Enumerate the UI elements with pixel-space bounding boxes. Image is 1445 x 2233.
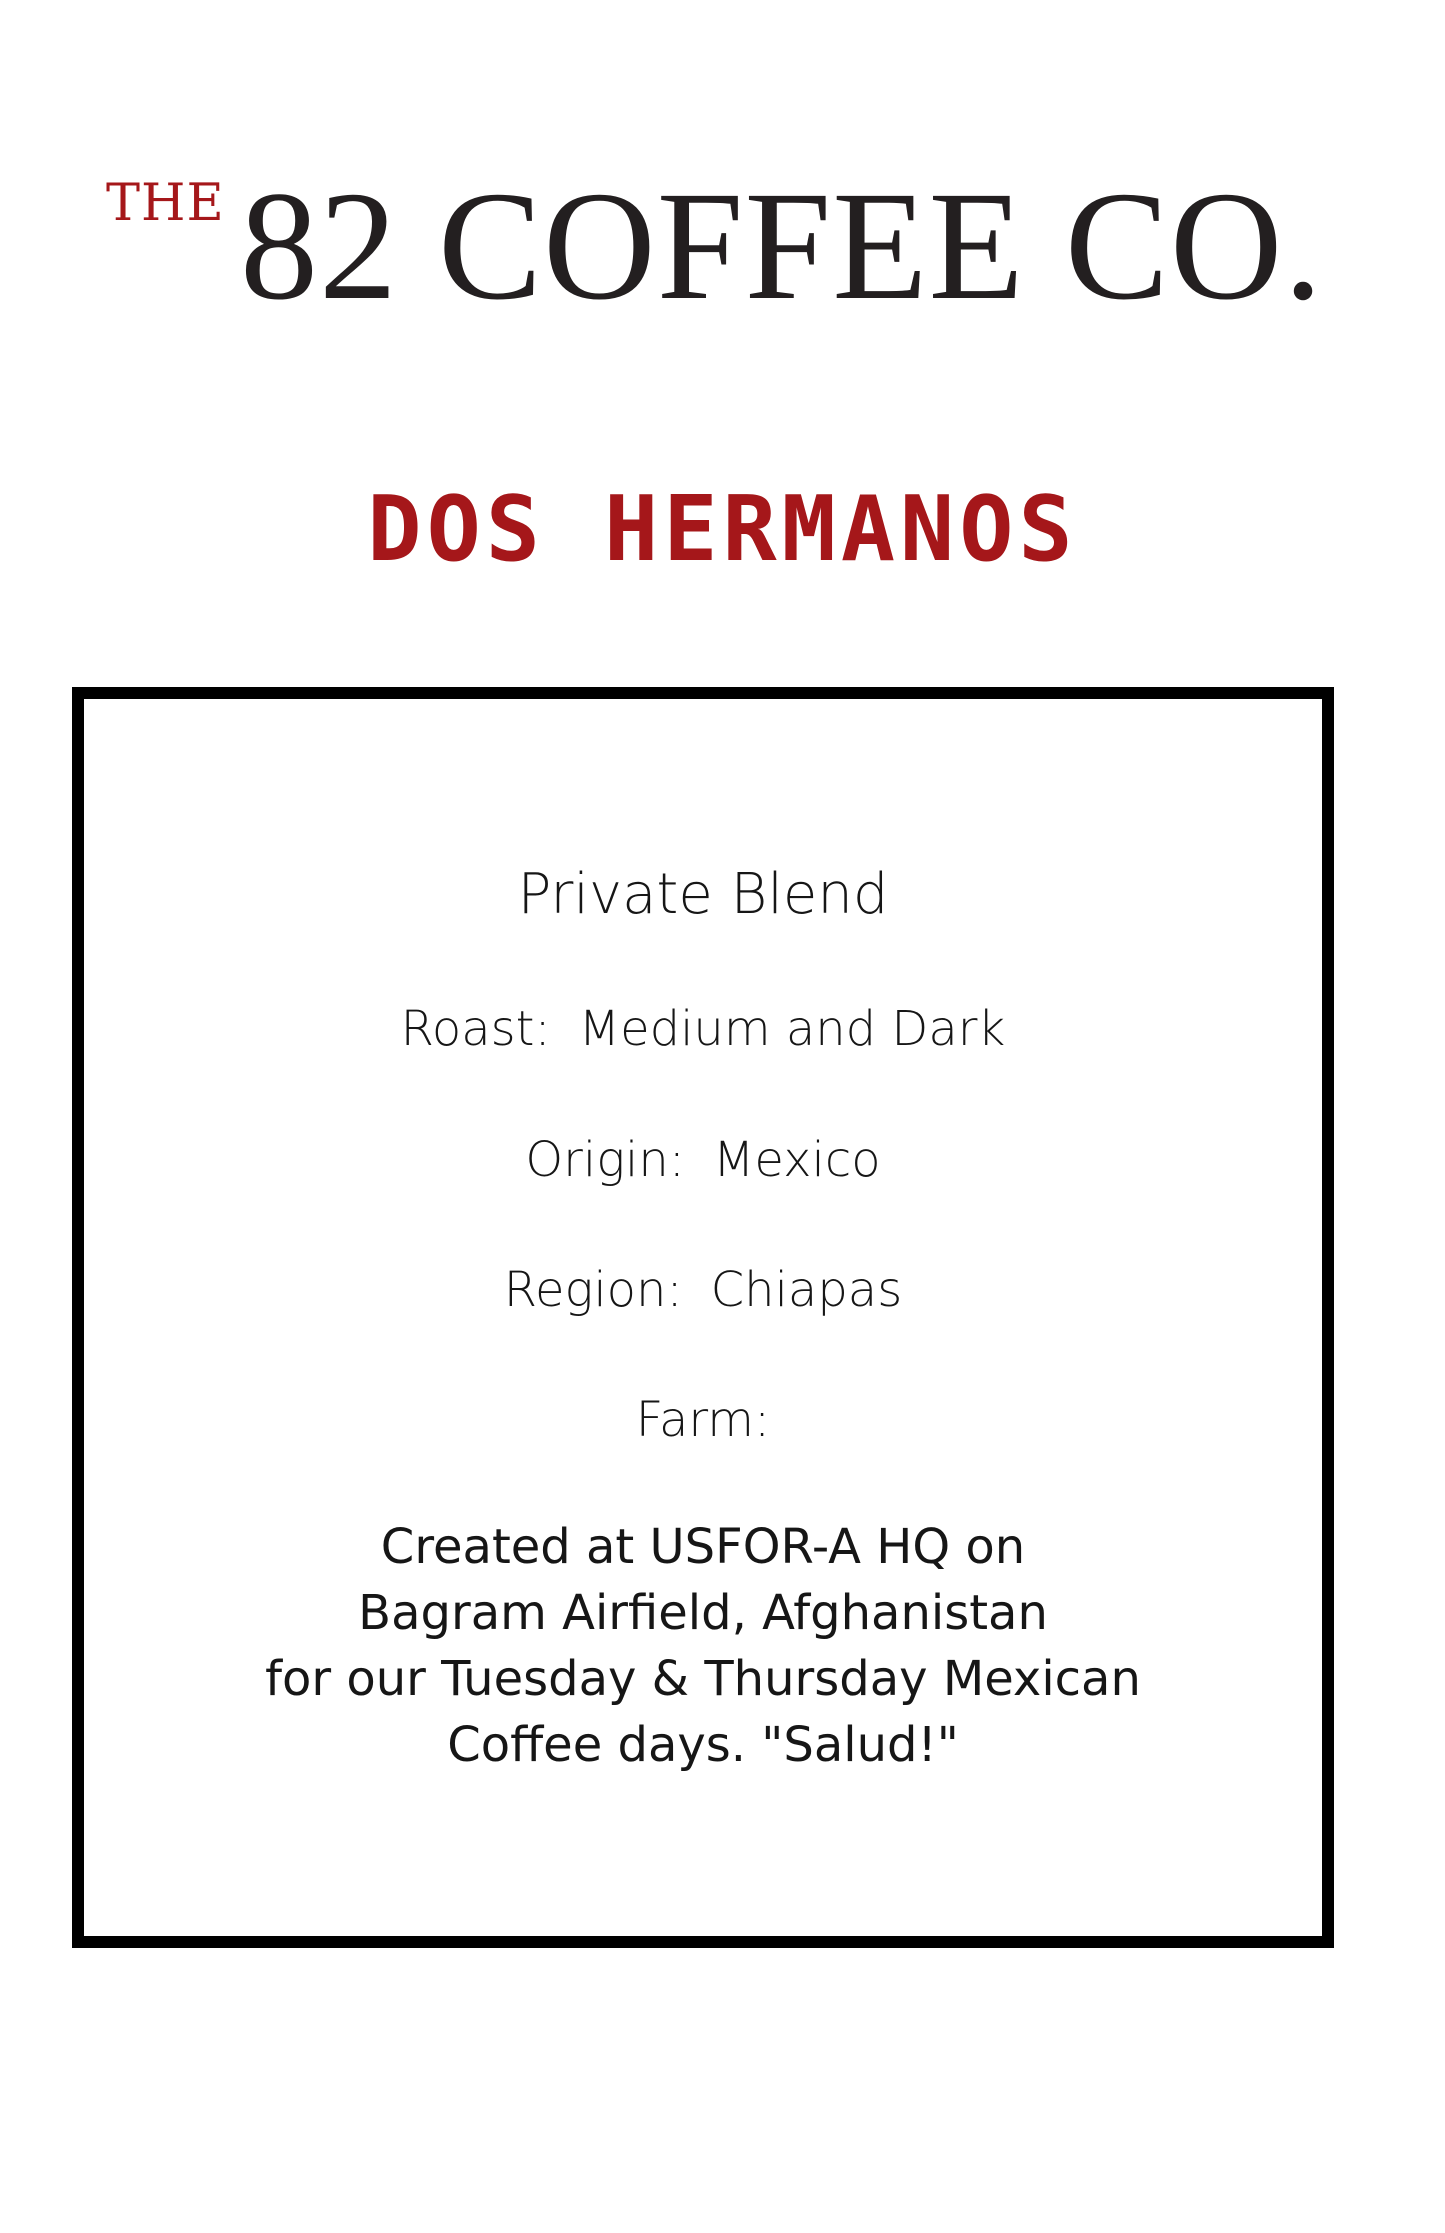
brand-name: 82 COFFEE CO.	[240, 159, 1324, 332]
roast-row	[84, 1001, 1322, 1057]
product-title: DOS HERMANOS	[367, 477, 1078, 583]
brand-header	[0, 0, 1445, 330]
blend-type: Private Blend	[517, 862, 889, 927]
farm-label: Farm:	[635, 1392, 771, 1448]
description	[84, 1514, 1322, 1778]
coffee-info-box	[72, 687, 1334, 1948]
description-line: Bagram Airfield, Afghanistan	[358, 1585, 1048, 1641]
region-label: Region:	[503, 1262, 683, 1318]
brand-prefix: THE	[106, 174, 225, 233]
roast-label: Roast:	[400, 1001, 551, 1057]
description-line: Created at USFOR-A HQ on	[380, 1519, 1026, 1575]
description-line: for our Tuesday & Thursday Mexican	[265, 1651, 1141, 1707]
region-row	[84, 1262, 1322, 1318]
description-line: Coffee days. "Salud!"	[447, 1717, 959, 1773]
origin-row	[84, 1132, 1322, 1188]
origin-label: Origin:	[525, 1132, 685, 1188]
farm-row	[84, 1392, 1322, 1448]
origin-value: Mexico	[712, 1132, 881, 1188]
roast-value: Medium and Dark	[578, 1001, 1006, 1057]
region-value: Chiapas	[710, 1262, 903, 1318]
